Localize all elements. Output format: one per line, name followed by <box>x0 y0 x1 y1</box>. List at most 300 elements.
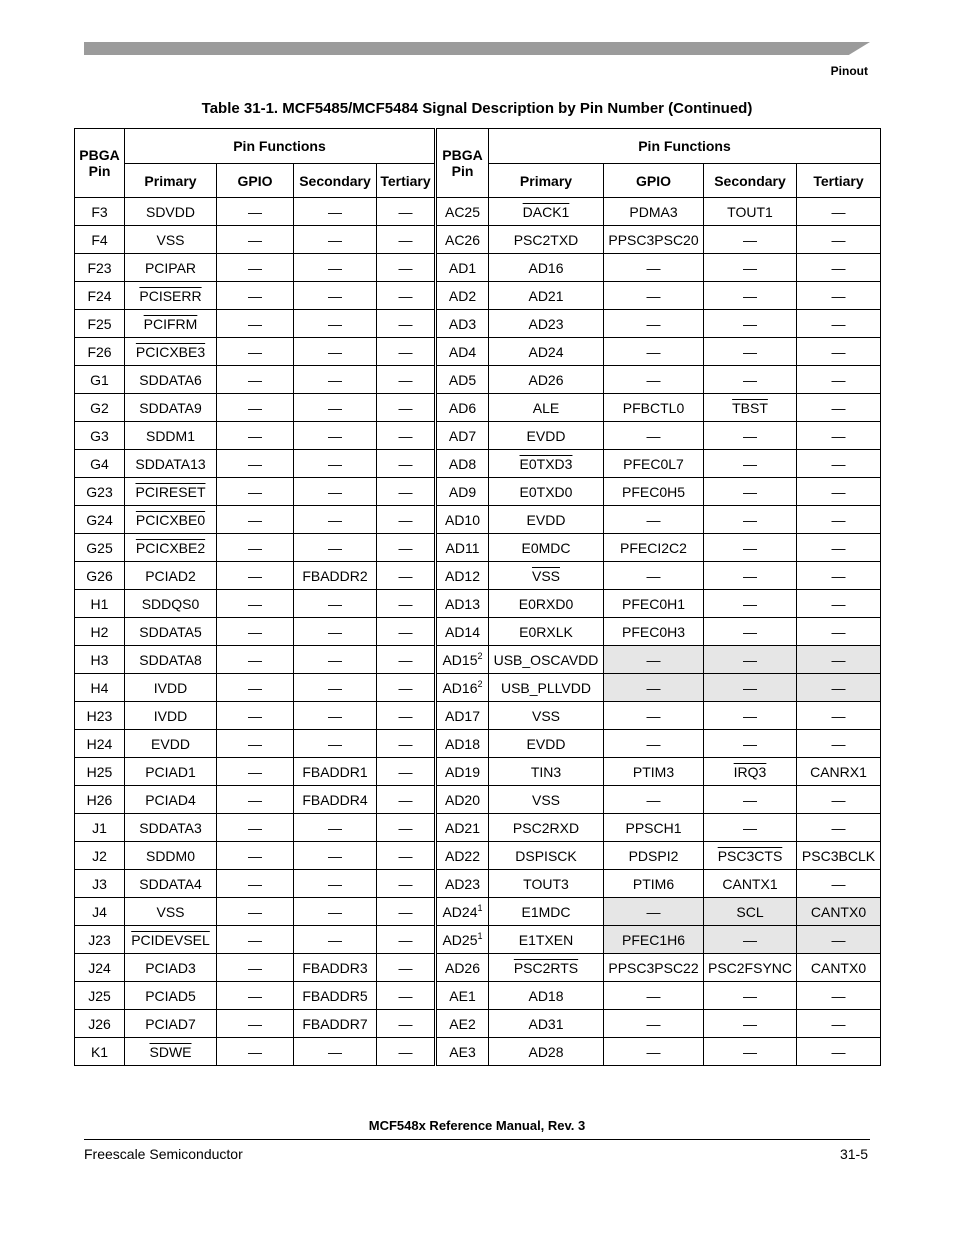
secondary-cell <box>294 674 377 702</box>
tertiary-signal: — <box>398 315 413 332</box>
gpio-signal: — <box>646 903 661 920</box>
pin-cell-left <box>75 590 125 618</box>
table-row <box>75 702 881 730</box>
primary-signal: E0RXD0 <box>518 595 574 612</box>
secondary-cell <box>294 366 377 394</box>
secondary-cell <box>704 646 797 674</box>
secondary-cell <box>294 506 377 534</box>
gpio-signal: — <box>248 959 262 976</box>
pin-cell-left <box>75 254 125 282</box>
secondary-cell <box>704 450 797 478</box>
primary-cell <box>489 254 604 282</box>
secondary-cell <box>704 338 797 366</box>
pin-number: AD5 <box>448 371 477 388</box>
pin-number: H2 <box>90 623 109 640</box>
table-row <box>75 674 881 702</box>
gpio-signal: — <box>646 735 661 752</box>
tertiary-cell <box>377 926 436 954</box>
pin-cell-right <box>436 758 489 786</box>
gpio-cell <box>217 1038 294 1066</box>
table-row <box>75 394 881 422</box>
primary-cell <box>125 282 217 310</box>
pin-cell-left <box>75 702 125 730</box>
secondary-signal: — <box>743 371 757 388</box>
tertiary-signal: — <box>398 679 413 696</box>
gpio-cell <box>604 366 704 394</box>
primary-signal: E0TXD3 <box>519 455 573 472</box>
gpio-signal: — <box>248 203 262 220</box>
secondary-cell <box>704 702 797 730</box>
gpio-signal: — <box>646 427 661 444</box>
secondary-signal: — <box>328 679 342 696</box>
gpio-cell <box>217 366 294 394</box>
pin-number: AD10 <box>444 511 481 528</box>
primary-signal: SDDM1 <box>145 427 195 444</box>
secondary-signal: — <box>743 287 757 304</box>
secondary-cell <box>704 954 797 982</box>
table-row <box>75 786 881 814</box>
primary-signal: E1MDC <box>521 903 571 920</box>
gpio-cell <box>604 478 704 506</box>
gpio-cell <box>604 926 704 954</box>
primary-signal: AD16 <box>528 259 564 276</box>
primary-signal: VSS <box>531 707 560 724</box>
primary-cell <box>125 926 217 954</box>
pin-number: AD22 <box>444 847 481 864</box>
secondary-signal: FBADDR7 <box>302 1015 368 1032</box>
pin-number: AD16 <box>442 679 478 696</box>
secondary-cell <box>704 506 797 534</box>
primary-signal: SDDATA5 <box>139 623 202 640</box>
primary-cell <box>489 282 604 310</box>
tertiary-cell <box>377 534 436 562</box>
primary-signal: PCICXBE2 <box>135 539 206 556</box>
secondary-cell <box>294 786 377 814</box>
secondary-signal: — <box>743 511 757 528</box>
primary-cell <box>125 618 217 646</box>
secondary-signal: — <box>743 707 757 724</box>
gpio-cell <box>604 226 704 254</box>
gpio-signal: — <box>248 707 262 724</box>
tertiary-cell <box>377 226 436 254</box>
pin-cell-left <box>75 758 125 786</box>
tertiary-signal: — <box>398 763 413 780</box>
secondary-cell <box>294 226 377 254</box>
tertiary-signal: — <box>398 231 413 248</box>
gpio-signal: PTIM6 <box>632 875 675 892</box>
primary-cell <box>489 422 604 450</box>
tertiary-cell <box>797 478 881 506</box>
pin-cell-left <box>75 926 125 954</box>
pin-cell-right <box>436 282 489 310</box>
pin-cell-left <box>75 198 125 226</box>
pin-number: J25 <box>88 987 111 1004</box>
tertiary-cell <box>377 618 436 646</box>
secondary-signal: — <box>328 847 342 864</box>
tertiary-signal: CANTX0 <box>810 903 867 920</box>
tertiary-signal: — <box>398 427 413 444</box>
primary-signal: PCISERR <box>139 287 202 304</box>
primary-cell <box>489 674 604 702</box>
gpio-signal: PPSC3PSC22 <box>608 959 699 976</box>
secondary-signal: — <box>328 315 342 332</box>
pin-number: H23 <box>86 707 113 724</box>
pin-number: J23 <box>88 931 111 948</box>
tertiary-signal: — <box>398 903 413 920</box>
pin-cell-left <box>75 534 125 562</box>
gpio-signal: PDSPI2 <box>628 847 679 864</box>
pin-number: J26 <box>88 1015 111 1032</box>
tertiary-signal: — <box>398 595 413 612</box>
gpio-cell <box>604 590 704 618</box>
primary-signal: E0MDC <box>521 539 571 556</box>
secondary-cell <box>704 198 797 226</box>
gpio-signal: — <box>248 231 262 248</box>
secondary-signal: PSC3CTS <box>717 847 783 864</box>
tertiary-signal: — <box>831 371 846 388</box>
primary-cell <box>125 758 217 786</box>
footnote-marker: 1 <box>477 902 483 913</box>
gpio-signal: — <box>646 567 661 584</box>
pin-number: J1 <box>92 819 107 836</box>
gpio-signal: PFEC0H5 <box>621 483 686 500</box>
primary-signal: VSS <box>156 231 185 248</box>
secondary-cell <box>294 254 377 282</box>
tertiary-signal: — <box>831 987 846 1004</box>
table-row <box>75 926 881 954</box>
secondary-signal: — <box>328 875 342 892</box>
section-label: Pinout <box>830 64 868 78</box>
primary-cell <box>125 814 217 842</box>
header-primary-right: Primary <box>489 164 604 198</box>
tertiary-signal: — <box>398 651 413 668</box>
header-gpio-left: GPIO <box>217 164 294 198</box>
pin-number: AC26 <box>444 231 481 248</box>
secondary-cell <box>704 786 797 814</box>
secondary-cell <box>704 618 797 646</box>
tertiary-cell <box>797 422 881 450</box>
pin-cell-right <box>436 506 489 534</box>
pin-cell-left <box>75 982 125 1010</box>
secondary-cell <box>294 394 377 422</box>
header-tertiary-left: Tertiary <box>377 164 436 198</box>
gpio-signal: PFEC0H3 <box>621 623 686 640</box>
table-row <box>75 534 881 562</box>
primary-cell <box>125 450 217 478</box>
primary-signal: DACK1 <box>522 203 570 220</box>
gpio-cell <box>604 198 704 226</box>
tertiary-signal: — <box>831 539 846 556</box>
primary-signal: AD31 <box>528 1015 564 1032</box>
pin-number: AD14 <box>444 623 481 640</box>
gpio-cell <box>604 730 704 758</box>
gpio-signal: — <box>646 315 661 332</box>
primary-signal: PCIPAR <box>144 259 197 276</box>
tertiary-signal: CANTX0 <box>810 959 867 976</box>
tertiary-signal: — <box>398 987 413 1004</box>
primary-signal: SDDM0 <box>145 847 195 864</box>
gpio-signal: — <box>248 371 262 388</box>
pin-number: J24 <box>88 959 111 976</box>
secondary-cell <box>294 534 377 562</box>
gpio-signal: — <box>646 707 661 724</box>
table-row <box>75 758 881 786</box>
tertiary-cell <box>377 282 436 310</box>
gpio-signal: — <box>646 343 661 360</box>
gpio-cell <box>604 646 704 674</box>
primary-signal: AD24 <box>528 343 564 360</box>
gpio-signal: — <box>248 1043 262 1060</box>
primary-cell <box>125 842 217 870</box>
primary-cell <box>489 506 604 534</box>
primary-cell <box>489 1038 604 1066</box>
primary-signal: SDDATA9 <box>139 399 202 416</box>
secondary-cell <box>704 1038 797 1066</box>
tertiary-signal: — <box>831 483 846 500</box>
pin-cell-right <box>436 310 489 338</box>
primary-signal: USB_OSCAVDD <box>493 651 599 668</box>
header-pbga-pin-left: PBGA Pin <box>75 129 125 198</box>
gpio-signal: — <box>248 623 262 640</box>
primary-signal: TIN3 <box>530 763 562 780</box>
secondary-signal: — <box>743 651 757 668</box>
tertiary-signal: — <box>398 343 413 360</box>
secondary-cell <box>704 842 797 870</box>
tertiary-cell <box>377 590 436 618</box>
gpio-cell <box>217 282 294 310</box>
tertiary-cell <box>377 1010 436 1038</box>
pin-number: G24 <box>86 511 113 528</box>
pin-number: AD17 <box>444 707 481 724</box>
primary-cell <box>125 254 217 282</box>
tertiary-signal: — <box>398 819 413 836</box>
gpio-cell <box>604 758 704 786</box>
primary-cell <box>125 730 217 758</box>
pin-number: F23 <box>87 259 112 276</box>
pin-cell-right <box>436 226 489 254</box>
pin-number: AD21 <box>444 819 481 836</box>
primary-cell <box>125 394 217 422</box>
secondary-signal: FBADDR1 <box>302 763 368 780</box>
pin-cell-left <box>75 842 125 870</box>
secondary-signal: — <box>743 343 757 360</box>
pin-cell-right <box>436 954 489 982</box>
secondary-signal: — <box>743 427 757 444</box>
tertiary-signal: — <box>831 231 846 248</box>
primary-signal: PCIDEVSEL <box>131 931 210 948</box>
tertiary-cell <box>377 898 436 926</box>
pin-cell-right <box>436 702 489 730</box>
primary-signal: AD18 <box>528 987 564 1004</box>
primary-cell <box>125 702 217 730</box>
secondary-cell <box>704 674 797 702</box>
footnote-marker: 1 <box>477 930 483 941</box>
primary-cell <box>489 870 604 898</box>
primary-cell <box>125 226 217 254</box>
header-secondary-right: Secondary <box>704 164 797 198</box>
secondary-signal: — <box>328 651 342 668</box>
pin-cell-right <box>436 338 489 366</box>
gpio-signal: — <box>248 931 262 948</box>
tertiary-signal: — <box>398 931 413 948</box>
primary-signal: PCIAD5 <box>145 987 196 1004</box>
header-gpio-right: GPIO <box>604 164 704 198</box>
pin-number: AD8 <box>448 455 477 472</box>
tertiary-cell <box>377 198 436 226</box>
tertiary-signal: — <box>398 707 413 724</box>
tertiary-signal: — <box>831 1015 846 1032</box>
pin-number: G26 <box>86 567 113 584</box>
tertiary-cell <box>797 394 881 422</box>
gpio-cell <box>217 590 294 618</box>
tertiary-cell <box>797 282 881 310</box>
pin-cell-right <box>436 1010 489 1038</box>
primary-cell <box>489 898 604 926</box>
gpio-cell <box>604 814 704 842</box>
primary-cell <box>125 1038 217 1066</box>
pin-cell-left <box>75 562 125 590</box>
pin-cell-right <box>436 478 489 506</box>
secondary-cell <box>294 282 377 310</box>
tertiary-signal: — <box>398 455 413 472</box>
gpio-cell <box>217 702 294 730</box>
tertiary-cell <box>797 534 881 562</box>
tertiary-signal: — <box>398 959 413 976</box>
primary-signal: TOUT3 <box>523 875 569 892</box>
tertiary-cell <box>797 842 881 870</box>
pin-number: AE2 <box>449 1015 476 1032</box>
footnote-marker: 2 <box>477 678 483 689</box>
gpio-cell <box>604 870 704 898</box>
gpio-cell <box>217 898 294 926</box>
gpio-signal: — <box>248 791 262 808</box>
secondary-signal: — <box>743 735 757 752</box>
tertiary-signal: — <box>831 567 846 584</box>
table-row <box>75 422 881 450</box>
secondary-cell <box>294 898 377 926</box>
table-row <box>75 226 881 254</box>
header-tertiary-right: Tertiary <box>797 164 881 198</box>
primary-cell <box>489 450 604 478</box>
gpio-cell <box>604 842 704 870</box>
tertiary-cell <box>377 786 436 814</box>
gpio-cell <box>604 786 704 814</box>
primary-signal: PSC2RTS <box>513 959 579 976</box>
secondary-cell <box>294 702 377 730</box>
tertiary-signal: — <box>831 1043 846 1060</box>
gpio-cell <box>217 338 294 366</box>
primary-cell <box>489 730 604 758</box>
tertiary-signal: — <box>398 483 413 500</box>
gpio-cell <box>604 450 704 478</box>
secondary-signal: — <box>328 595 342 612</box>
table-row <box>75 982 881 1010</box>
pin-cell-right <box>436 422 489 450</box>
tertiary-cell <box>797 618 881 646</box>
gpio-signal: — <box>646 1015 661 1032</box>
gpio-cell <box>217 198 294 226</box>
primary-signal: $\overline{VSS}$ <box>531 567 560 584</box>
primary-signal: SDDATA13 <box>135 455 206 472</box>
tertiary-cell <box>377 562 436 590</box>
pin-number: AD3 <box>448 315 477 332</box>
pin-number: AD15 <box>442 651 478 668</box>
pin-number: AD25 <box>442 931 478 948</box>
pin-cell-left <box>75 506 125 534</box>
primary-signal: PCIAD4 <box>145 791 196 808</box>
table-row <box>75 954 881 982</box>
pin-cell-right <box>436 674 489 702</box>
tertiary-cell <box>377 310 436 338</box>
secondary-signal: TOUT1 <box>727 203 773 220</box>
primary-signal: AD26 <box>528 371 564 388</box>
tertiary-signal: — <box>398 1015 413 1032</box>
secondary-signal: — <box>743 231 757 248</box>
gpio-signal: PFEC1H6 <box>621 931 686 948</box>
gpio-cell <box>217 478 294 506</box>
tertiary-cell <box>797 590 881 618</box>
table-row <box>75 366 881 394</box>
tertiary-signal: — <box>398 203 413 220</box>
pin-number: H26 <box>86 791 113 808</box>
tertiary-signal: — <box>398 1043 413 1060</box>
primary-signal: PSC2TXD <box>513 231 579 248</box>
tertiary-cell <box>377 730 436 758</box>
secondary-cell <box>704 758 797 786</box>
secondary-signal: — <box>328 371 342 388</box>
tertiary-signal: — <box>831 679 846 696</box>
pin-number: AD11 <box>445 539 480 556</box>
primary-signal: AD21 <box>528 287 564 304</box>
tertiary-signal: — <box>398 259 413 276</box>
tertiary-cell <box>797 562 881 590</box>
gpio-cell <box>217 534 294 562</box>
gpio-cell <box>604 1038 704 1066</box>
gpio-cell <box>217 982 294 1010</box>
pin-cell-left <box>75 870 125 898</box>
tertiary-cell <box>797 506 881 534</box>
tertiary-signal: — <box>831 511 846 528</box>
secondary-signal: — <box>328 343 342 360</box>
secondary-signal: — <box>743 1043 757 1060</box>
gpio-signal: — <box>248 567 262 584</box>
gpio-signal: — <box>248 343 262 360</box>
pin-cell-right <box>436 366 489 394</box>
primary-cell <box>125 674 217 702</box>
gpio-signal: — <box>248 399 262 416</box>
secondary-cell <box>294 730 377 758</box>
secondary-signal: TBST <box>732 399 768 416</box>
primary-signal: PCIAD3 <box>145 959 196 976</box>
table-row <box>75 618 881 646</box>
secondary-cell <box>704 394 797 422</box>
pin-number: F24 <box>87 287 112 304</box>
tertiary-signal: — <box>398 623 413 640</box>
header-pin-functions-left: Pin Functions <box>125 129 436 164</box>
gpio-signal: PFEC0H1 <box>621 595 686 612</box>
primary-cell <box>125 198 217 226</box>
gpio-cell <box>217 814 294 842</box>
secondary-signal: — <box>328 287 342 304</box>
gpio-signal: — <box>248 735 262 752</box>
pin-number: G3 <box>90 427 109 444</box>
secondary-cell <box>294 1010 377 1038</box>
secondary-cell <box>704 254 797 282</box>
footer-manual-title: MCF548x Reference Manual, Rev. 3 <box>368 1118 586 1133</box>
secondary-signal: — <box>743 315 757 332</box>
secondary-cell <box>294 926 377 954</box>
table-row <box>75 898 881 926</box>
